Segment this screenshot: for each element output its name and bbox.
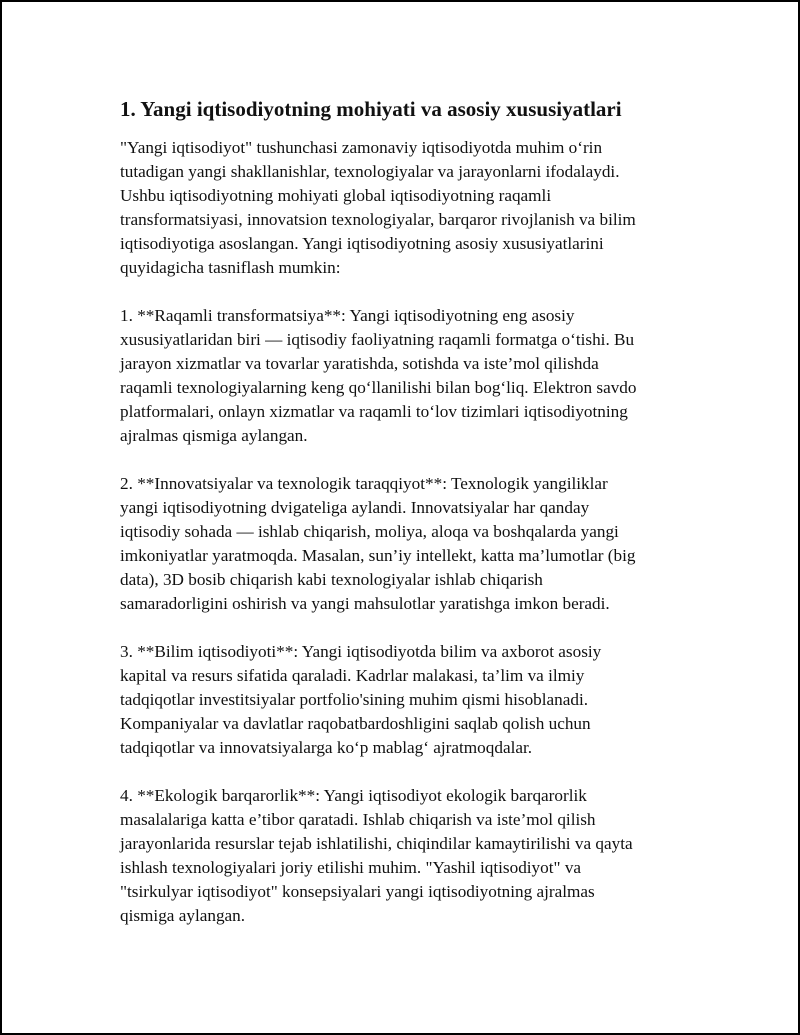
paragraph-line: tadqiqotlar investitsiyalar portfolio'sining muhim qismi hisoblanadi.: [120, 690, 589, 709]
paragraph-line: xususiyatlaridan biri — iqtisodiy faoliyatning raqamli formatga o‘tishi. Bu: [120, 330, 635, 349]
knowledge-economy-paragraph: [120, 640, 680, 760]
paragraph-line: 4. **Ekologik barqarorlik**: Yangi iqtisodiyot ekologik barqarorlik: [120, 786, 587, 805]
paragraph-line: platformalari, onlayn xizmatlar va raqamli to‘lov tizimlari iqtisodiyotning: [120, 402, 628, 421]
paragraph-line: tadqiqotlar va innovatsiyalarga ko‘p mablag‘ ajratmoqdalar.: [120, 738, 533, 757]
paragraph-line: quyidagicha tasniflash mumkin:: [120, 258, 341, 277]
paragraph-line: tutadigan yangi shakllanishlar, texnologiyalar va jarayonlarni ifodalaydi.: [120, 162, 620, 181]
paragraph-line: "Yangi iqtisodiyot" tushunchasi zamonaviy iqtisodiyotda muhim o‘rin: [120, 138, 603, 157]
digital-transformation-paragraph: [120, 304, 680, 448]
paragraph-line: ajralmas qismiga aylangan.: [120, 426, 308, 445]
paragraph-line: ishlash texnologiyalari joriy etilishi muhim. "Yashil iqtisodiyot" va: [120, 858, 582, 877]
paragraph-line: Kompaniyalar va davlatlar raqobatbardoshligini saqlab qolish uchun: [120, 714, 591, 733]
paragraph-line: Ushbu iqtisodiyotning mohiyati global iqtisodiyotning raqamli: [120, 186, 552, 205]
paragraph-line: transformatsiyasi, innovatsion texnologiyalar, barqaror rivojlanish va bilim: [120, 210, 636, 229]
paragraph-line: qismiga aylangan.: [120, 906, 246, 925]
paragraph-line: samaradorligini oshirish va yangi mahsulotlar yaratishga imkon beradi.: [120, 594, 610, 613]
paragraph-line: kapital va resurs sifatida qaraladi. Kadrlar malakasi, ta’lim va ilmiy: [120, 666, 585, 685]
document-content: [120, 94, 680, 952]
paragraph-line: 3. **Bilim iqtisodiyoti**: Yangi iqtisodiyotda bilim va axborot asosiy: [120, 642, 602, 661]
ecological-sustainability-paragraph: [120, 784, 680, 928]
paragraph-line: imkoniyatlar yaratmoqda. Masalan, sun’iy intellekt, katta ma’lumotlar (big: [120, 546, 636, 565]
paragraph-line: 2. **Innovatsiyalar va texnologik taraqqiyot**: Texnologik yangiliklar: [120, 474, 608, 493]
intro-paragraph: [120, 136, 680, 280]
paragraph-line: 1. **Raqamli transformatsiya**: Yangi iqtisodiyotning eng asosiy: [120, 306, 575, 325]
innovation-paragraph: [120, 472, 680, 616]
paragraph-line: jarayonlarida resurslar tejab ishlatilishi, chiqindilar kamaytirilishi va qayta: [120, 834, 633, 853]
paragraph-line: iqtisodiyotiga asoslangan. Yangi iqtisodiyotning asosiy xususiyatlarini: [120, 234, 604, 253]
paragraph-line: "tsirkulyar iqtisodiyot" konsepsiyalari yangi iqtisodiyotning ajralmas: [120, 882, 595, 901]
paragraph-line: data), 3D bosib chiqarish kabi texnologiyalar ishlab chiqarish: [120, 570, 543, 589]
paragraph-line: raqamli texnologiyalarning keng qo‘llanilishi bilan bog‘liq. Elektron savdo: [120, 378, 637, 397]
section-heading: 1. Yangi iqtisodiyotning mohiyati va asosiy xususiyatlari: [120, 97, 622, 121]
paragraph-line: iqtisodiy sohada — ishlab chiqarish, moliya, aloqa va boshqalarda yangi: [120, 522, 619, 541]
paragraph-line: yangi iqtisodiyotning dvigateliga aylandi. Innovatsiyalar har qanday: [120, 498, 590, 517]
paragraph-line: masalalariga katta e’tibor qaratadi. Ishlab chiqarish va iste’mol qilish: [120, 810, 596, 829]
paragraph-line: jarayon xizmatlar va tovarlar yaratishda, sotishda va iste’mol qilishda: [120, 354, 599, 373]
